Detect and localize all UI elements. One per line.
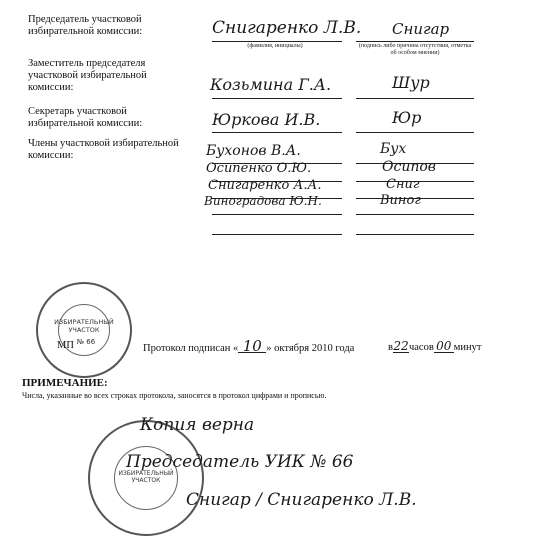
chairman-name-handwritten: Снигаренко Л.В. — [212, 18, 362, 38]
name-line — [212, 234, 342, 235]
note-text: Числа, указанные во всех строках протокола, заносятся в протокол цифрами и прописью. — [22, 391, 327, 400]
certification-chairman-text: Председатель УИК № 66 — [126, 452, 354, 472]
protocol-signed-line — [143, 337, 355, 355]
name-line — [212, 41, 342, 42]
name-caption: (фамилия, инициалы) — [247, 43, 303, 49]
secretary-signature: Юр — [392, 108, 422, 127]
hours-word: часов — [408, 342, 434, 353]
deputy-label: Заместитель председателя участковой избирательной комиссии: — [28, 58, 147, 93]
member-name-handwritten: Бухонов В.А. — [206, 143, 301, 159]
protocol-prefix: Протокол подписан « — [143, 343, 239, 354]
protocol-day: 10 — [238, 340, 266, 353]
member-name-handwritten: Виноградова Ю.Н. — [204, 194, 322, 208]
sign-caption: (подпись либо причина отсутствия, отметка об особом мнении) — [358, 43, 472, 56]
sign-line — [356, 132, 474, 133]
protocol-mid: » октября 2010 года — [266, 343, 355, 354]
certification-signature-text: Снигар / Снигаренко Л.В. — [186, 490, 417, 510]
member-name-handwritten: Снигаренко А.А. — [208, 178, 322, 193]
name-line — [212, 214, 342, 215]
stamp-center-text: ИЗБИРАТЕЛЬНЫЙ УЧАСТОК — [118, 470, 174, 484]
stamp-number: № 66 — [76, 338, 96, 346]
seal-place-label: МП — [57, 340, 74, 351]
deputy-name-handwritten: Козьмина Г.А. — [210, 75, 332, 94]
protocol-time-line — [388, 340, 482, 354]
member-signature: Бух — [380, 141, 407, 157]
minutes-word: минут — [453, 342, 482, 353]
name-line — [212, 132, 342, 133]
chairman-signature: Снигар — [392, 20, 450, 38]
protocol-hour: 22 — [393, 339, 409, 353]
member-name-handwritten: Осипенко О.Ю. — [206, 161, 312, 176]
deputy-signature: Шур — [392, 73, 430, 92]
member-signature: Сниг — [386, 177, 420, 192]
election-stamp — [36, 282, 132, 378]
name-line — [212, 98, 342, 99]
secretary-label: Секретарь участковой избирательной комиссии: — [28, 106, 143, 129]
member-signature: Осипов — [382, 159, 436, 175]
sign-line — [356, 214, 474, 215]
time-in: в — [388, 342, 393, 353]
sign-line — [356, 98, 474, 99]
member-signature: Виног — [380, 193, 421, 208]
certification-copy-text: Копия верна — [140, 415, 255, 435]
certification-stamp — [88, 420, 204, 536]
stamp-center-text: ИЗБИРАТЕЛЬНЫЙ УЧАСТОК — [54, 318, 114, 334]
chairman-label: Председатель участковой избирательной комиссии: — [28, 14, 143, 37]
note-title: ПРИМЕЧАНИЕ: — [22, 377, 108, 389]
members-label: Члены участковой избирательной комиссии: — [28, 138, 179, 161]
sign-line — [356, 41, 474, 42]
protocol-minute: 00 — [434, 340, 454, 353]
secretary-name-handwritten: Юркова И.В. — [212, 110, 321, 129]
sign-line — [356, 234, 474, 235]
